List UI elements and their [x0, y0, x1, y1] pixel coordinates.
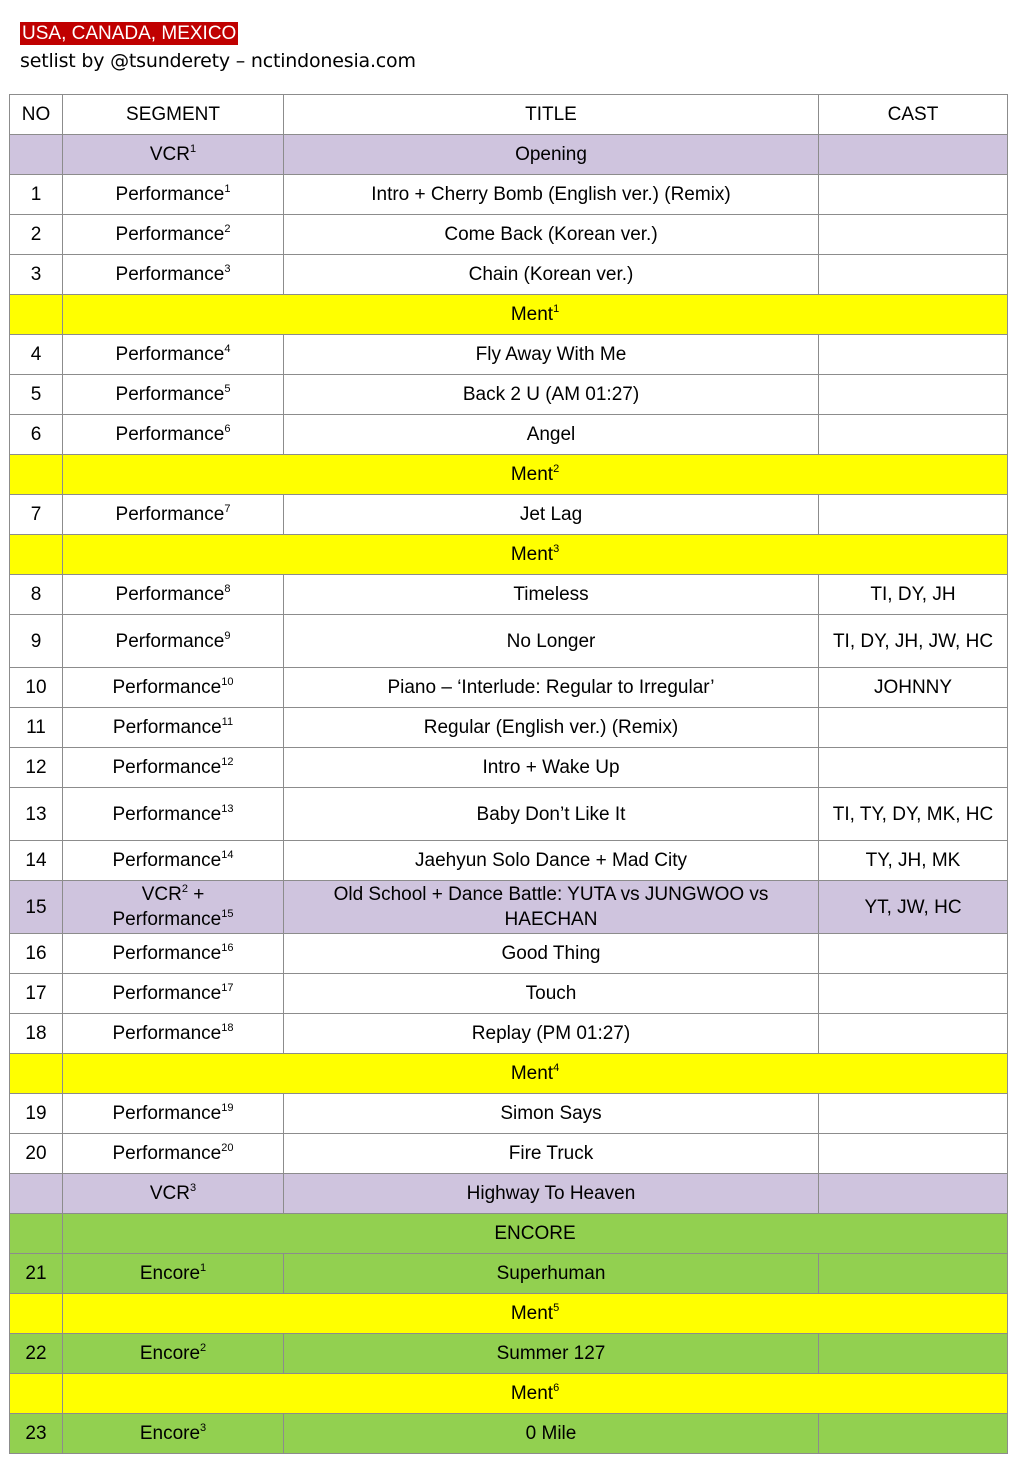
encore-header-cell: [63, 1214, 1008, 1254]
no-cell: [10, 375, 63, 415]
table-row: [10, 934, 1008, 974]
song-number: 15: [25, 896, 47, 918]
segment-number: 9: [224, 629, 231, 642]
table-row: [10, 575, 1008, 615]
table-row: [10, 708, 1008, 748]
col-header-no: NO: [10, 95, 63, 135]
segment-cell: [63, 375, 284, 415]
segment-label: Performance: [112, 983, 222, 1004]
song-title: Jaehyun Solo Dance + Mad City: [415, 850, 687, 871]
segment-cell: [63, 335, 284, 375]
song-number: 16: [25, 943, 47, 964]
table-row: [10, 135, 1008, 175]
title-cell: [284, 335, 819, 375]
segment-cell: [63, 215, 284, 255]
segment-label: Encore: [139, 1343, 201, 1364]
ment-cell: [63, 455, 1008, 495]
segment-number: 2: [224, 223, 231, 235]
segment-label: Ment: [510, 464, 554, 485]
title-cell: [284, 708, 819, 748]
song-title: Come Back (Korean ver.): [444, 224, 658, 245]
title-cell: [284, 175, 819, 215]
ment-cell: [63, 1294, 1008, 1334]
no-cell: [10, 841, 63, 881]
no-cell: [10, 335, 63, 375]
no-cell: [10, 1214, 63, 1254]
segment-number: 3: [200, 1422, 207, 1434]
col-header-segment: SEGMENT: [63, 95, 284, 135]
table-row: [10, 255, 1008, 295]
table-row: [10, 415, 1008, 455]
title-cell: [284, 788, 819, 841]
segment-number: 3: [553, 543, 560, 555]
segment-number: 19: [221, 1102, 234, 1114]
segment-label: VCR: [141, 884, 182, 905]
segment-number: 3: [224, 263, 231, 275]
song-number: 21: [25, 1263, 47, 1284]
title-cell: [284, 668, 819, 708]
table-row: [10, 1374, 1008, 1414]
song-number: 10: [25, 677, 47, 698]
no-cell: [10, 255, 63, 295]
song-title: Simon Says: [500, 1103, 602, 1124]
title-cell: [284, 974, 819, 1014]
song-number: 22: [25, 1343, 47, 1364]
segment-label: Ment: [510, 1383, 554, 1404]
segment-label: Performance: [112, 850, 222, 871]
segment-label: Performance: [112, 909, 222, 930]
segment-label: Performance: [115, 224, 225, 245]
segment-number: 14: [221, 849, 234, 861]
title-cell: [284, 1174, 819, 1214]
cast-members: TI, DY, JH, JW, HC: [832, 630, 994, 652]
no-cell: [10, 615, 63, 668]
segment-number: 18: [221, 1022, 234, 1034]
no-cell: [10, 415, 63, 455]
no-cell: [10, 748, 63, 788]
ment-cell: [63, 1374, 1008, 1414]
table-row: [10, 1174, 1008, 1214]
cast-cell: [819, 335, 1008, 375]
segment-cell: [63, 668, 284, 708]
table-row: [10, 1014, 1008, 1054]
title-cell: [284, 615, 819, 668]
segment-label: VCR: [149, 144, 190, 165]
segment-cell: [63, 1094, 284, 1134]
table-row: [10, 1094, 1008, 1134]
table-row: [10, 455, 1008, 495]
song-title: Angel: [526, 424, 576, 445]
cast-members: JOHNNY: [873, 677, 953, 698]
song-title: Baby Don’t Like It: [476, 803, 626, 825]
no-cell: [10, 881, 63, 934]
no-cell: [10, 668, 63, 708]
cast-cell: [819, 1134, 1008, 1174]
segment-cell: [63, 135, 284, 175]
region-label: USA, CANADA, MEXICO: [22, 23, 237, 44]
song-number: 17: [25, 983, 47, 1004]
segment-label: Performance: [115, 384, 225, 405]
cast-cell: [819, 1254, 1008, 1294]
segment-cell: [63, 175, 284, 215]
segment-number: 11: [221, 716, 234, 728]
no-cell: [10, 495, 63, 535]
song-number: 13: [25, 803, 47, 825]
segment-cell: [63, 1334, 284, 1374]
segment-number: 12: [221, 756, 234, 768]
song-number: 11: [26, 717, 46, 738]
col-header-cast: CAST: [819, 95, 1008, 135]
segment-cell: [63, 415, 284, 455]
song-title: Back 2 U (AM 01:27): [462, 384, 640, 405]
cast-members: TI, DY, JH: [870, 584, 956, 605]
table-row: [10, 668, 1008, 708]
title-cell: [284, 135, 819, 175]
segment-cell: [63, 1174, 284, 1214]
table-row: [10, 535, 1008, 575]
title-cell: [284, 495, 819, 535]
song-number: 20: [25, 1143, 47, 1164]
segment-label: Performance: [115, 630, 225, 652]
table-row: [10, 1334, 1008, 1374]
cast-cell: [819, 1174, 1008, 1214]
title-cell: [284, 1094, 819, 1134]
segment-label: Performance: [112, 1023, 222, 1044]
segment-cell: [63, 1414, 284, 1454]
cast-cell: [819, 495, 1008, 535]
cast-cell: [819, 1014, 1008, 1054]
title-cell: [284, 1254, 819, 1294]
segment-number: 13: [221, 802, 234, 815]
segment-label: Performance: [112, 677, 222, 698]
table-row: [10, 1294, 1008, 1334]
no-cell: [10, 295, 63, 335]
table-row: [10, 1134, 1008, 1174]
segment-label: Performance: [112, 1143, 222, 1164]
segment-label: Performance: [112, 1103, 222, 1124]
cast-cell: [819, 974, 1008, 1014]
cast-cell: [819, 1414, 1008, 1454]
segment-label: Ment: [510, 544, 554, 565]
segment-label: Performance: [112, 943, 222, 964]
segment-cell: [63, 255, 284, 295]
song-title: Jet Lag: [519, 504, 583, 525]
no-cell: [10, 175, 63, 215]
cast-cell: [819, 668, 1008, 708]
title-cell: [284, 1334, 819, 1374]
song-title: Piano – ‘Interlude: Regular to Irregular’: [387, 677, 715, 698]
segment-cell: [63, 575, 284, 615]
table-row: [10, 615, 1008, 668]
song-number: 3: [30, 264, 42, 285]
song-title: 0 Mile: [525, 1423, 577, 1444]
cast-cell: [819, 175, 1008, 215]
table-row: [10, 1414, 1008, 1454]
song-number: 5: [30, 384, 42, 405]
title-cell: [284, 415, 819, 455]
table-row: [10, 1054, 1008, 1094]
song-title: Touch: [525, 983, 577, 1004]
title-cell: [284, 1134, 819, 1174]
segment-cell: [63, 615, 284, 668]
no-cell: [10, 135, 63, 175]
table-row: [10, 335, 1008, 375]
song-title: Fire Truck: [508, 1143, 594, 1164]
song-title: Superhuman: [496, 1263, 606, 1284]
cast-members: TI, TY, DY, MK, HC: [832, 803, 994, 825]
segment-cell: [63, 495, 284, 535]
ment-cell: [63, 535, 1008, 575]
song-title: Highway To Heaven: [466, 1183, 636, 1204]
segment-number: 2: [553, 463, 560, 475]
table-row: [10, 841, 1008, 881]
segment-label: VCR: [149, 1183, 190, 1204]
segment-number: 20: [221, 1142, 234, 1154]
no-cell: [10, 1414, 63, 1454]
table-row: [10, 375, 1008, 415]
title-cell: [284, 215, 819, 255]
segment-label: Performance: [115, 184, 225, 205]
table-row: [10, 974, 1008, 1014]
segment-number: 3: [190, 1182, 197, 1194]
segment-number: 2: [181, 883, 188, 895]
col-header-title: TITLE: [284, 95, 819, 135]
song-title: No Longer: [506, 630, 596, 652]
segment-number: 1: [190, 143, 197, 155]
no-cell: [10, 1014, 63, 1054]
title-cell: [284, 841, 819, 881]
segment-label: Performance: [112, 803, 222, 825]
segment-label: Ment: [510, 1063, 554, 1084]
song-title: Intro + Wake Up: [482, 757, 620, 778]
segment-cell: $VCR^2$ + Performance$^{15}$: [63, 881, 284, 934]
setlist-credit: setlist by @tsunderety – nctindonesia.com: [20, 50, 416, 72]
segment-number: 5: [553, 1302, 560, 1314]
cast-cell: [819, 934, 1008, 974]
setlist-table: [9, 94, 1008, 1454]
segment-cell: [63, 748, 284, 788]
segment-label: Performance: [115, 344, 225, 365]
segment-label: Performance: [115, 504, 225, 525]
cast-cell: [819, 1094, 1008, 1134]
song-title: Fly Away With Me: [475, 344, 627, 365]
cast-cell: [819, 575, 1008, 615]
song-title: Good Thing: [501, 943, 601, 964]
cast-cell: [819, 135, 1008, 175]
segment-number: 6: [553, 1382, 560, 1394]
song-title: Opening: [515, 144, 587, 165]
segment-number: 1: [200, 1262, 207, 1274]
segment-number: 6: [224, 423, 231, 435]
song-number: 23: [25, 1423, 47, 1444]
table-row: [10, 1254, 1008, 1294]
title-cell: [284, 881, 819, 934]
song-number: 9: [30, 630, 42, 652]
song-number: 6: [30, 424, 42, 445]
segment-number: 17: [221, 982, 234, 994]
title-cell: [284, 575, 819, 615]
segment-number: 10: [221, 676, 234, 688]
table-row: [10, 495, 1008, 535]
segment-label: Encore: [139, 1423, 201, 1444]
segment-number: 5: [224, 383, 231, 395]
no-cell: [10, 455, 63, 495]
segment-cell: [63, 974, 284, 1014]
segment-label: Performance: [112, 717, 222, 738]
segment-cell: [63, 1254, 284, 1294]
header-row: [10, 95, 1008, 135]
segment-label: Performance: [112, 757, 222, 778]
segment-cell: [63, 1014, 284, 1054]
segment-cell: [63, 1134, 284, 1174]
cast-members: TY, JH, MK: [865, 850, 961, 871]
segment-label: Encore: [139, 1263, 201, 1284]
song-number: 1: [30, 184, 42, 205]
segment-label: ENCORE: [494, 1223, 576, 1244]
no-cell: [10, 1294, 63, 1334]
no-cell: [10, 974, 63, 1014]
segment-number: 8: [224, 583, 231, 595]
no-cell: [10, 788, 63, 841]
song-number: 8: [30, 584, 42, 605]
segment-number: 2: [200, 1342, 207, 1354]
table-row: [10, 1214, 1008, 1254]
cast-cell: [819, 615, 1008, 668]
song-title: Chain (Korean ver.): [468, 264, 634, 285]
song-number: 2: [30, 224, 42, 245]
segment-cell: [63, 841, 284, 881]
segment-label: Ment: [510, 1303, 554, 1324]
cast-cell: [819, 841, 1008, 881]
no-cell: [10, 1254, 63, 1294]
segment-label: Ment: [510, 304, 554, 325]
segment-cell: [63, 708, 284, 748]
no-cell: [10, 1174, 63, 1214]
no-cell: [10, 1094, 63, 1134]
table-row: [10, 788, 1008, 841]
title-cell: [284, 1414, 819, 1454]
cast-cell: [819, 375, 1008, 415]
setlist-body: [10, 135, 1008, 1454]
song-number: 14: [25, 850, 47, 871]
segment-number: 15: [221, 908, 234, 920]
segment-cell: [63, 934, 284, 974]
song-title: Replay (PM 01:27): [471, 1023, 631, 1044]
segment-cell: [63, 788, 284, 841]
table-row: [10, 881, 1008, 934]
cast-cell: [819, 415, 1008, 455]
ment-cell: [63, 1054, 1008, 1094]
cast-cell: [819, 215, 1008, 255]
table-row: [10, 175, 1008, 215]
no-cell: [10, 708, 63, 748]
segment-label: Performance: [115, 264, 225, 285]
cast-cell: [819, 788, 1008, 841]
song-number: 7: [30, 504, 42, 525]
song-number: 4: [30, 344, 42, 365]
cast-cell: [819, 255, 1008, 295]
segment-number: 1: [553, 303, 560, 315]
segment-label: Performance: [115, 424, 225, 445]
no-cell: [10, 535, 63, 575]
table-row: [10, 748, 1008, 788]
segment-number: 4: [553, 1062, 560, 1074]
title-cell: [284, 1014, 819, 1054]
title-cell: [284, 375, 819, 415]
no-cell: [10, 1334, 63, 1374]
segment-number: 1: [224, 183, 231, 195]
no-cell: [10, 575, 63, 615]
cast-members: YT, JW, HC: [864, 896, 962, 918]
cast-cell: [819, 1334, 1008, 1374]
song-number: 12: [25, 757, 47, 778]
song-number: 19: [25, 1103, 47, 1124]
segment-number: 7: [224, 503, 231, 515]
table-row: [10, 215, 1008, 255]
song-title: Summer 127: [496, 1343, 606, 1364]
cast-cell: [819, 881, 1008, 934]
segment-number: 16: [221, 942, 234, 954]
title-cell: [284, 748, 819, 788]
song-title: Timeless: [513, 584, 589, 605]
no-cell: [10, 215, 63, 255]
cast-cell: [819, 748, 1008, 788]
ment-cell: [63, 295, 1008, 335]
song-title: Intro + Cherry Bomb (English ver.) (Remix): [371, 184, 731, 205]
no-cell: [10, 1054, 63, 1094]
table-row: [10, 295, 1008, 335]
song-number: 18: [25, 1023, 47, 1044]
no-cell: [10, 1374, 63, 1414]
segment-number: 4: [224, 343, 231, 355]
title-cell: [284, 934, 819, 974]
cast-cell: [819, 708, 1008, 748]
no-cell: [10, 934, 63, 974]
song-title: Old School + Dance Battle: YUTA vs JUNGWOO vs HAECHAN: [333, 884, 769, 930]
title-cell: [284, 255, 819, 295]
no-cell: [10, 1134, 63, 1174]
segment-label: Performance: [115, 584, 225, 605]
song-title: Regular (English ver.) (Remix): [423, 717, 679, 738]
